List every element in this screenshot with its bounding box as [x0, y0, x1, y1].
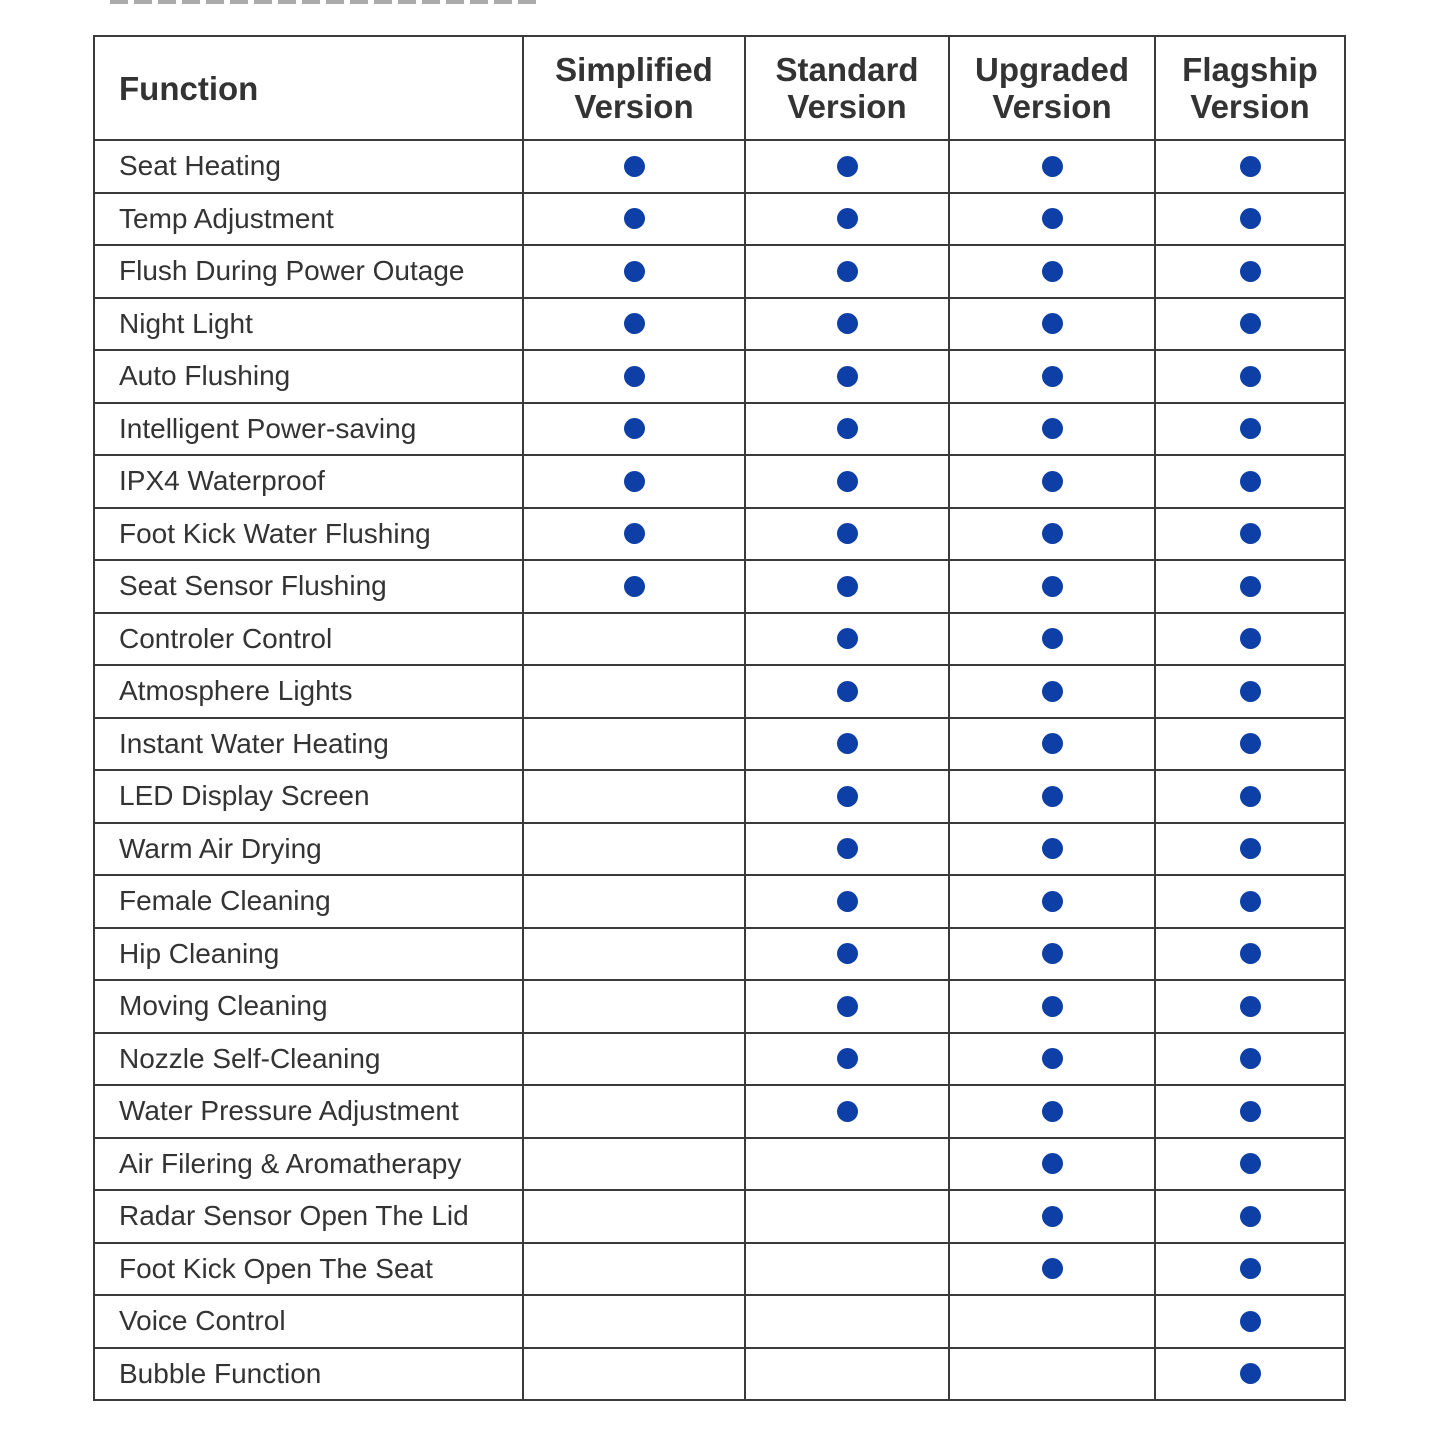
table-row — [94, 140, 1345, 193]
availability-cell — [1155, 1348, 1345, 1401]
availability-cell — [745, 1295, 949, 1348]
availability-cell — [949, 770, 1155, 823]
included-dot-icon — [1042, 733, 1063, 754]
included-dot-icon — [1042, 1206, 1063, 1227]
table-row — [94, 613, 1345, 666]
header-line-1: Flagship — [1182, 51, 1318, 88]
availability-cell — [745, 613, 949, 666]
table-body — [94, 140, 1345, 1400]
included-dot-icon — [1240, 208, 1261, 229]
included-dot-icon — [624, 208, 645, 229]
table-row — [94, 245, 1345, 298]
availability-cell — [949, 403, 1155, 456]
availability-cell — [1155, 928, 1345, 981]
included-dot-icon — [837, 576, 858, 597]
availability-cell — [523, 770, 745, 823]
included-dot-icon — [1240, 891, 1261, 912]
included-dot-icon — [624, 523, 645, 544]
standard-version-header — [745, 36, 949, 140]
function-name-cell: Atmosphere Lights — [94, 665, 523, 718]
included-dot-icon — [1240, 681, 1261, 702]
availability-cell — [949, 1348, 1155, 1401]
table-row — [94, 193, 1345, 246]
included-dot-icon — [1042, 943, 1063, 964]
included-dot-icon — [1240, 628, 1261, 649]
included-dot-icon — [1240, 1048, 1261, 1069]
included-dot-icon — [837, 156, 858, 177]
availability-cell — [1155, 1243, 1345, 1296]
header-line-1: Simplified — [555, 51, 713, 88]
availability-cell — [523, 718, 745, 771]
included-dot-icon — [837, 1048, 858, 1069]
included-dot-icon — [1042, 891, 1063, 912]
availability-cell — [523, 455, 745, 508]
included-dot-icon — [1042, 838, 1063, 859]
table-row — [94, 1295, 1345, 1348]
table-row — [94, 770, 1345, 823]
included-dot-icon — [1042, 1101, 1063, 1122]
table-row — [94, 718, 1345, 771]
availability-cell — [949, 560, 1155, 613]
availability-cell — [949, 718, 1155, 771]
included-dot-icon — [1042, 208, 1063, 229]
table-row — [94, 665, 1345, 718]
simplified-version-header — [523, 36, 745, 140]
availability-cell — [949, 823, 1155, 876]
included-dot-icon — [1240, 366, 1261, 387]
included-dot-icon — [837, 996, 858, 1017]
availability-cell — [949, 1190, 1155, 1243]
included-dot-icon — [624, 576, 645, 597]
included-dot-icon — [1042, 1048, 1063, 1069]
function-name-cell: Foot Kick Water Flushing — [94, 508, 523, 561]
included-dot-icon — [624, 313, 645, 334]
availability-cell — [745, 1243, 949, 1296]
availability-cell — [949, 980, 1155, 1033]
availability-cell — [523, 245, 745, 298]
availability-cell — [745, 245, 949, 298]
upgraded-version-header — [949, 36, 1155, 140]
included-dot-icon — [1240, 838, 1261, 859]
availability-cell — [949, 1085, 1155, 1138]
included-dot-icon — [837, 523, 858, 544]
included-dot-icon — [837, 943, 858, 964]
included-dot-icon — [1042, 418, 1063, 439]
availability-cell — [523, 1138, 745, 1191]
availability-cell — [949, 245, 1155, 298]
included-dot-icon — [1042, 681, 1063, 702]
table-row — [94, 1348, 1345, 1401]
availability-cell — [1155, 455, 1345, 508]
availability-cell — [523, 1190, 745, 1243]
function-name-cell: IPX4 Waterproof — [94, 455, 523, 508]
availability-cell — [1155, 718, 1345, 771]
table-row — [94, 1033, 1345, 1086]
included-dot-icon — [624, 156, 645, 177]
table-row — [94, 455, 1345, 508]
availability-cell — [745, 1033, 949, 1086]
availability-cell — [949, 613, 1155, 666]
availability-cell — [1155, 508, 1345, 561]
availability-cell — [523, 823, 745, 876]
availability-cell — [745, 1190, 949, 1243]
included-dot-icon — [1240, 156, 1261, 177]
included-dot-icon — [837, 471, 858, 492]
availability-cell — [523, 193, 745, 246]
availability-cell — [523, 508, 745, 561]
availability-cell — [1155, 1295, 1345, 1348]
included-dot-icon — [1240, 576, 1261, 597]
function-name-cell: Hip Cleaning — [94, 928, 523, 981]
table-row — [94, 403, 1345, 456]
availability-cell — [745, 875, 949, 928]
included-dot-icon — [837, 681, 858, 702]
table-row — [94, 1190, 1345, 1243]
availability-cell — [949, 455, 1155, 508]
availability-cell — [1155, 875, 1345, 928]
function-name-cell: Seat Sensor Flushing — [94, 560, 523, 613]
availability-cell — [523, 928, 745, 981]
function-column-header: Function — [94, 36, 523, 140]
function-name-cell: LED Display Screen — [94, 770, 523, 823]
availability-cell — [1155, 560, 1345, 613]
availability-cell — [523, 1033, 745, 1086]
availability-cell — [523, 298, 745, 351]
included-dot-icon — [1042, 1258, 1063, 1279]
included-dot-icon — [1240, 786, 1261, 807]
availability-cell — [949, 1243, 1155, 1296]
included-dot-icon — [837, 628, 858, 649]
function-name-cell: Intelligent Power-saving — [94, 403, 523, 456]
availability-cell — [745, 980, 949, 1033]
availability-cell — [1155, 613, 1345, 666]
included-dot-icon — [1240, 996, 1261, 1017]
table-row — [94, 823, 1345, 876]
included-dot-icon — [837, 313, 858, 334]
header-line-2: Version — [574, 88, 694, 125]
availability-cell — [745, 1138, 949, 1191]
function-name-cell: Seat Heating — [94, 140, 523, 193]
included-dot-icon — [1240, 471, 1261, 492]
availability-cell — [1155, 1085, 1345, 1138]
function-name-cell: Flush During Power Outage — [94, 245, 523, 298]
availability-cell — [523, 980, 745, 1033]
included-dot-icon — [837, 1101, 858, 1122]
availability-cell — [745, 298, 949, 351]
included-dot-icon — [1042, 156, 1063, 177]
availability-cell — [949, 350, 1155, 403]
availability-cell — [523, 350, 745, 403]
availability-cell — [523, 1085, 745, 1138]
function-name-cell: Bubble Function — [94, 1348, 523, 1401]
availability-cell — [745, 718, 949, 771]
function-name-cell: Radar Sensor Open The Lid — [94, 1190, 523, 1243]
availability-cell — [1155, 298, 1345, 351]
availability-cell — [1155, 980, 1345, 1033]
flagship-version-header — [1155, 36, 1345, 140]
included-dot-icon — [1042, 471, 1063, 492]
availability-cell — [1155, 1190, 1345, 1243]
availability-cell — [1155, 1138, 1345, 1191]
function-name-cell: Foot Kick Open The Seat — [94, 1243, 523, 1296]
function-name-cell: Voice Control — [94, 1295, 523, 1348]
function-name-cell: Moving Cleaning — [94, 980, 523, 1033]
included-dot-icon — [1042, 523, 1063, 544]
availability-cell — [523, 403, 745, 456]
included-dot-icon — [1240, 1311, 1261, 1332]
included-dot-icon — [624, 471, 645, 492]
function-name-cell: Controler Control — [94, 613, 523, 666]
header-row — [94, 36, 1345, 140]
included-dot-icon — [837, 891, 858, 912]
availability-cell — [949, 665, 1155, 718]
function-name-cell: Auto Flushing — [94, 350, 523, 403]
included-dot-icon — [1042, 786, 1063, 807]
availability-cell — [1155, 1033, 1345, 1086]
availability-cell — [523, 1348, 745, 1401]
included-dot-icon — [837, 261, 858, 282]
availability-cell — [523, 875, 745, 928]
availability-cell — [745, 1085, 949, 1138]
included-dot-icon — [1240, 1153, 1261, 1174]
included-dot-icon — [1042, 628, 1063, 649]
header-line-1: Standard — [775, 51, 919, 88]
availability-cell — [745, 140, 949, 193]
availability-cell — [523, 665, 745, 718]
availability-cell — [745, 1348, 949, 1401]
availability-cell — [949, 1033, 1155, 1086]
availability-cell — [1155, 403, 1345, 456]
availability-cell — [949, 298, 1155, 351]
included-dot-icon — [1240, 1258, 1261, 1279]
availability-cell — [949, 140, 1155, 193]
availability-cell — [523, 1295, 745, 1348]
table-row — [94, 1085, 1345, 1138]
availability-cell — [1155, 823, 1345, 876]
included-dot-icon — [1042, 261, 1063, 282]
included-dot-icon — [1240, 418, 1261, 439]
availability-cell — [745, 928, 949, 981]
availability-cell — [1155, 140, 1345, 193]
table-row — [94, 1138, 1345, 1191]
table-row — [94, 928, 1345, 981]
availability-cell — [523, 1243, 745, 1296]
availability-cell — [745, 508, 949, 561]
included-dot-icon — [1042, 366, 1063, 387]
included-dot-icon — [1240, 1363, 1261, 1384]
availability-cell — [523, 140, 745, 193]
table-row — [94, 508, 1345, 561]
included-dot-icon — [837, 208, 858, 229]
table-row — [94, 298, 1345, 351]
availability-cell — [1155, 350, 1345, 403]
included-dot-icon — [837, 366, 858, 387]
included-dot-icon — [1240, 313, 1261, 334]
availability-cell — [949, 508, 1155, 561]
availability-cell — [1155, 770, 1345, 823]
function-name-cell: Instant Water Heating — [94, 718, 523, 771]
function-name-cell: Water Pressure Adjustment — [94, 1085, 523, 1138]
included-dot-icon — [837, 733, 858, 754]
version-comparison-table — [93, 35, 1346, 1401]
table-row — [94, 560, 1345, 613]
included-dot-icon — [1240, 1101, 1261, 1122]
table-row — [94, 980, 1345, 1033]
included-dot-icon — [1042, 1153, 1063, 1174]
included-dot-icon — [624, 261, 645, 282]
availability-cell — [745, 455, 949, 508]
availability-cell — [949, 875, 1155, 928]
availability-cell — [949, 1138, 1155, 1191]
function-name-cell: Female Cleaning — [94, 875, 523, 928]
table-row — [94, 350, 1345, 403]
included-dot-icon — [1042, 313, 1063, 334]
availability-cell — [949, 928, 1155, 981]
included-dot-icon — [1042, 576, 1063, 597]
availability-cell — [949, 1295, 1155, 1348]
included-dot-icon — [837, 786, 858, 807]
included-dot-icon — [1240, 261, 1261, 282]
availability-cell — [523, 613, 745, 666]
availability-cell — [949, 193, 1155, 246]
included-dot-icon — [1240, 1206, 1261, 1227]
included-dot-icon — [837, 838, 858, 859]
function-name-cell: Temp Adjustment — [94, 193, 523, 246]
included-dot-icon — [1240, 733, 1261, 754]
availability-cell — [745, 193, 949, 246]
table-row — [94, 875, 1345, 928]
included-dot-icon — [624, 366, 645, 387]
availability-cell — [1155, 193, 1345, 246]
availability-cell — [745, 665, 949, 718]
function-name-cell: Warm Air Drying — [94, 823, 523, 876]
table-row — [94, 1243, 1345, 1296]
availability-cell — [745, 403, 949, 456]
function-name-cell: Nozzle Self-Cleaning — [94, 1033, 523, 1086]
function-name-cell: Night Light — [94, 298, 523, 351]
cropped-title-fragment — [110, 0, 540, 4]
included-dot-icon — [1042, 996, 1063, 1017]
included-dot-icon — [837, 418, 858, 439]
header-line-2: Version — [1190, 88, 1310, 125]
availability-cell — [745, 823, 949, 876]
included-dot-icon — [1240, 943, 1261, 964]
availability-cell — [523, 560, 745, 613]
header-line-2: Version — [787, 88, 907, 125]
availability-cell — [745, 560, 949, 613]
header-line-2: Version — [992, 88, 1112, 125]
availability-cell — [745, 350, 949, 403]
availability-cell — [745, 770, 949, 823]
header-line-1: Upgraded — [974, 51, 1129, 88]
table-header — [94, 36, 1345, 140]
included-dot-icon — [624, 418, 645, 439]
included-dot-icon — [1240, 523, 1261, 544]
function-name-cell: Air Filering & Aromatherapy — [94, 1138, 523, 1191]
availability-cell — [1155, 665, 1345, 718]
availability-cell — [1155, 245, 1345, 298]
